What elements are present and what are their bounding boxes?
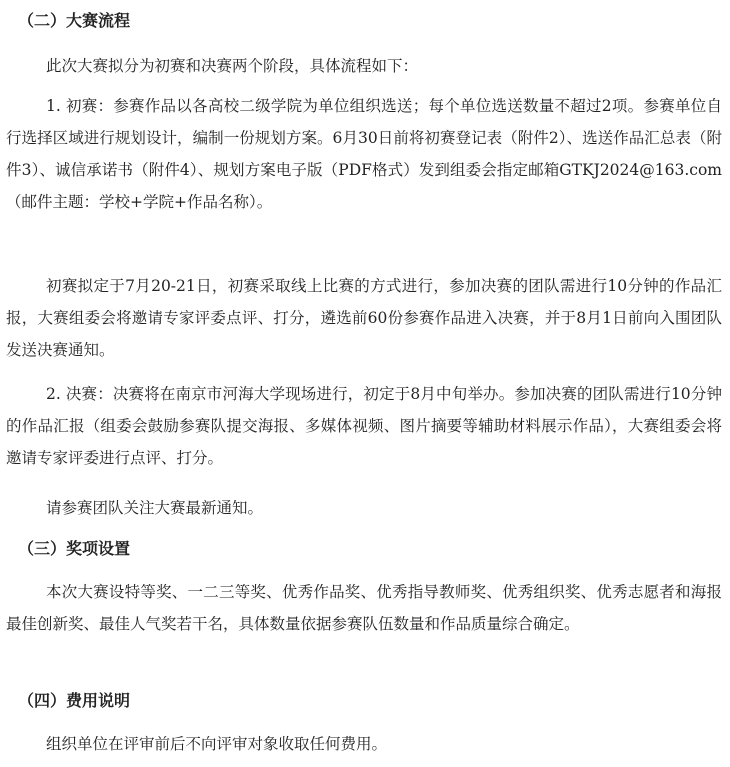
paragraph-prelim: 1. 初赛：参赛作品以各高校二级学院为单位组织选送；每个单位选送数量不超过2项。参赛单位自行选择区域进行规划设计，编制一份规划方案。6月30日前将初赛登记表（附件2）、选送作品汇总表（附件3）、诚信承诺书（附件4）、规划方案电子版（PDF格式）发到组委会指定邮箱GTKJ2024@163.com（邮件主题：学校+学院+作品名称）。 [6, 97, 722, 211]
paragraph-final: 2. 决赛：决赛将在南京市河海大学现场进行，初定于8月中旬举办。参加决赛的团队需进行10分钟的作品汇报（组委会鼓励参赛队提交海报、多媒体视频、图片摘要等辅助材料展示作品），大赛组委会将邀请专家评委进行点评、打分。 [6, 385, 722, 467]
section-heading-process: （二）大赛流程 [18, 11, 131, 30]
section-heading-fees: （四）费用说明 [18, 691, 131, 710]
paragraph-awards: 本次大赛设特等奖、一二三等奖、优秀作品奖、优秀指导教师奖、优秀组织奖、优秀志愿者和海报最佳创新奖、最佳人气奖若干名，具体数量依据参赛队伍数量和作品质量综合确定。 [6, 583, 722, 633]
paragraph-prelim-online: 初赛拟定于7月20-21日，初赛采取线上比赛的方式进行，参加决赛的团队需进行10分钟的作品汇报，大赛组委会将邀请专家评委点评、打分，遴选前60份参赛作品进入决赛，并于8月1日前向入围团队发送决赛通知。 [6, 277, 722, 359]
paragraph-fees: 组织单位在评审前后不向评审对象收取任何费用。 [46, 735, 388, 753]
section-heading-awards: （三）奖项设置 [18, 539, 131, 558]
paragraph-intro: 此次大赛拟分为初赛和决赛两个阶段，具体流程如下： [46, 57, 419, 75]
paragraph-notice: 请参赛团队关注大赛最新通知。 [46, 499, 264, 517]
